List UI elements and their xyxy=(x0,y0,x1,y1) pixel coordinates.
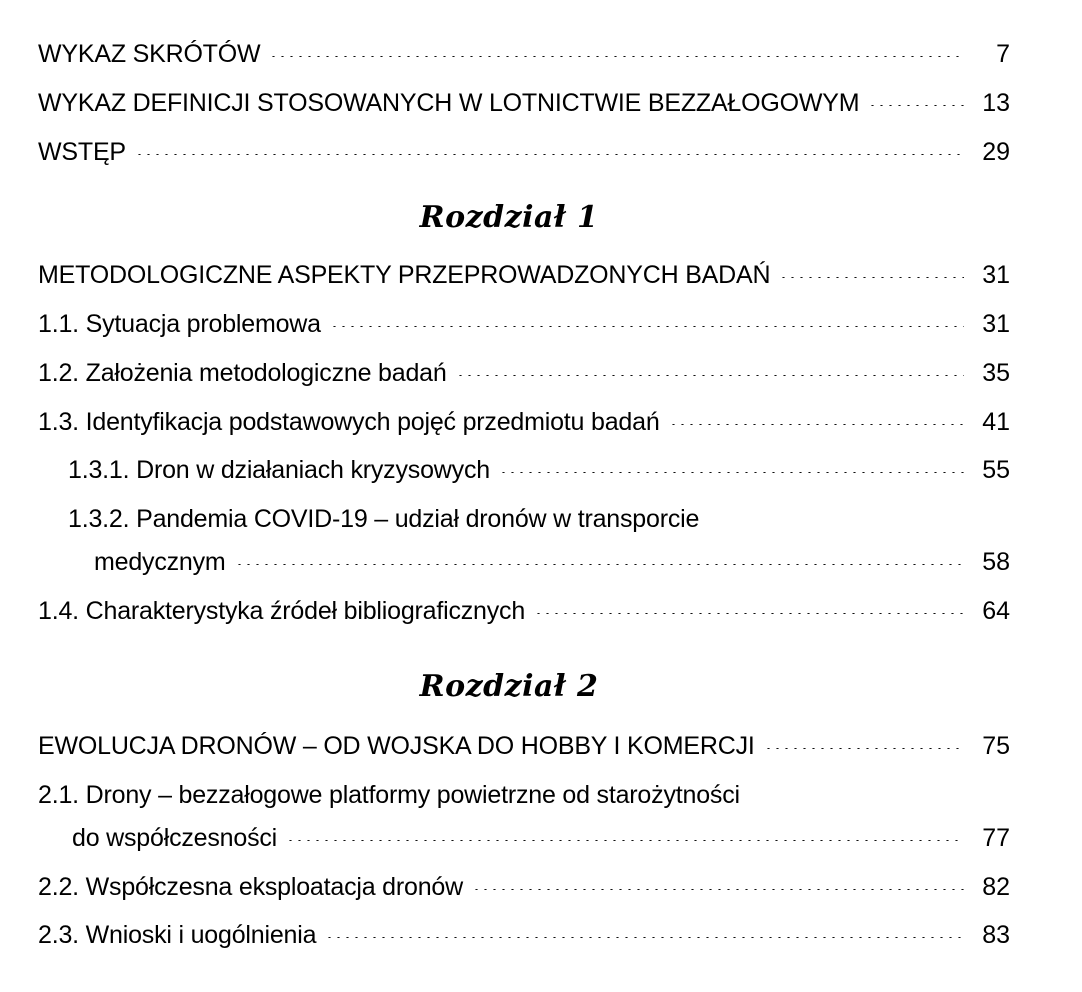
front-matter-list xyxy=(38,40,1010,166)
toc-row[interactable] xyxy=(38,456,1010,485)
toc-entry-title: EWOLUCJA DRONÓW – OD WOJSKA DO HOBBY I KOMERCJI xyxy=(38,732,755,761)
toc-row[interactable] xyxy=(38,261,1010,290)
toc-row[interactable] xyxy=(38,40,1010,69)
dot-leader xyxy=(669,424,964,425)
toc-row[interactable] xyxy=(38,359,1010,388)
toc-entry-title: 1.3.2. Pandemia COVID-19 – udział dronów w transporcie xyxy=(68,505,700,533)
toc-entry-page: 77 xyxy=(982,823,1010,852)
toc-row-continuation[interactable] xyxy=(38,824,1010,853)
toc-row-continuation[interactable] xyxy=(38,548,1010,577)
toc-entry-title: 1.3.1. Dron w działaniach kryzysowych xyxy=(68,456,490,485)
toc-entry-title: METODOLOGICZNE ASPEKTY PRZEPROWADZONYCH BADAŃ xyxy=(38,261,771,290)
toc-row[interactable] xyxy=(38,873,1010,902)
toc-entry-page: 13 xyxy=(982,88,1010,117)
dot-leader xyxy=(779,277,964,278)
toc-entry-page: 83 xyxy=(982,921,1010,950)
chapter-1-entries xyxy=(38,261,1010,625)
dot-leader xyxy=(286,840,964,841)
toc-entry-page: 31 xyxy=(982,310,1010,338)
dot-leader xyxy=(764,748,964,749)
dot-leader xyxy=(325,937,964,938)
toc-entry-title: WYKAZ DEFINICJI STOSOWANYCH W LOTNICTWIE BEZZAŁOGOWYM xyxy=(38,88,860,117)
toc-row[interactable] xyxy=(38,408,1010,437)
toc-entry-page: 35 xyxy=(982,358,1010,387)
dot-leader xyxy=(499,472,964,473)
dot-leader xyxy=(330,326,964,327)
toc-entry-title: WSTĘP xyxy=(38,137,126,166)
toc-row[interactable] xyxy=(38,138,1010,167)
toc-entry-page: 55 xyxy=(982,456,1010,485)
chapter-2-entries xyxy=(38,732,1010,950)
chapter-heading-2: Rozdział 2 xyxy=(419,669,599,705)
dot-leader xyxy=(472,889,964,890)
toc-row[interactable] xyxy=(38,732,1010,761)
toc-row[interactable] xyxy=(38,921,1010,950)
dot-leader xyxy=(534,613,964,614)
toc-entry-title: 2.1. Drony – bezzałogowe platformy powietrzne od starożytności xyxy=(38,781,740,809)
dot-leader xyxy=(135,154,964,155)
toc-entry-title: 2.2. Współczesna eksploatacja dronów xyxy=(38,872,463,901)
toc-row[interactable] xyxy=(38,505,1010,534)
chapter-heading-1: Rozdział 1 xyxy=(419,200,599,236)
toc-entry-title: medycznym xyxy=(94,547,226,576)
toc-entry-page: 7 xyxy=(996,40,1010,68)
toc-row[interactable] xyxy=(38,597,1010,626)
toc-entry-title: WYKAZ SKRÓTÓW xyxy=(38,40,261,68)
toc-entry-title: 1.1. Sytuacja problemowa xyxy=(38,310,321,338)
dot-leader xyxy=(456,375,964,376)
dot-leader xyxy=(749,797,964,798)
toc-entry-title: 1.3. Identyfikacja podstawowych pojęć przedmiotu badań xyxy=(38,407,660,436)
toc-entry-title: 1.2. Założenia metodologiczne badań xyxy=(38,358,447,387)
dot-leader xyxy=(235,564,964,565)
dot-leader xyxy=(868,105,964,106)
toc-entry-title: do współczesności xyxy=(72,823,278,852)
dot-leader xyxy=(269,56,964,57)
dot-leader xyxy=(708,521,964,522)
toc-entry-page: 31 xyxy=(982,261,1010,290)
toc-entry-title: 1.4. Charakterystyka źródeł bibliograficznych xyxy=(38,596,526,625)
toc-row[interactable] xyxy=(38,781,1010,810)
toc-entry-page: 64 xyxy=(982,596,1010,625)
toc-entry-page: 75 xyxy=(982,732,1010,761)
toc-row[interactable] xyxy=(38,310,1010,339)
toc-entry-page: 29 xyxy=(982,137,1010,166)
toc-entry-page: 41 xyxy=(982,407,1010,436)
toc-entry-page: 82 xyxy=(982,872,1010,901)
toc-entry-title: 2.3. Wnioski i uogólnienia xyxy=(38,921,317,950)
toc-row[interactable] xyxy=(38,89,1010,118)
toc-entry-page: 58 xyxy=(982,547,1010,576)
